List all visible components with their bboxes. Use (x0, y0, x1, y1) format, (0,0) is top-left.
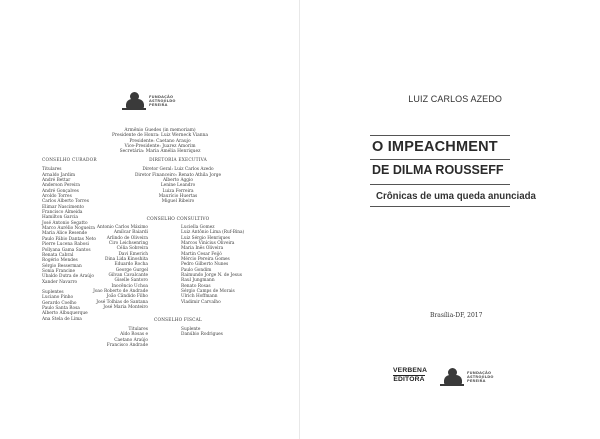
list-item: Alberto Albuquerque (42, 311, 88, 317)
list-item: George Gurgel (115, 267, 148, 273)
list-item: Renato Rosas (181, 283, 211, 289)
list-item: Paulo Santa Rosa (42, 305, 80, 311)
title-bottom-rule (370, 206, 510, 207)
consultivo-heading: CONSELHO CONSULTIVO (146, 217, 210, 222)
list-item: Amílcar Baiardi (113, 230, 148, 236)
list-item: Marcos Vinícius Oliveira (181, 241, 235, 247)
list-item: Ulrich Hoffmann (181, 294, 218, 300)
title-top-rule (370, 135, 510, 136)
list-item: Raul Jungmann (181, 278, 215, 284)
list-item: Paulo Fábio Dantas Neto (42, 236, 96, 242)
foundation-emblem-icon (440, 368, 464, 386)
foundation-logo-line: FUNDAÇÃO (149, 95, 174, 99)
suplentes-label: Suplentes (42, 289, 64, 295)
list-item: Rogério Mendes (42, 258, 78, 264)
list-item: Arlindo de Oliveira (106, 235, 148, 241)
fiscal-titulares-column (107, 327, 148, 348)
suplentes-label: Suplente (181, 327, 201, 332)
list-item: Joao Roberto de Andrade (93, 289, 148, 295)
list-item: André Bettar (42, 178, 71, 184)
list-item: Elimar Nascimento (42, 204, 84, 210)
list-item: Aroldo Torres (42, 194, 72, 200)
diretoria-block (118, 158, 238, 205)
list-item: Gilvan Cavalcante (108, 273, 148, 279)
book-title-line-2: DE DILMA ROUSSEFF (372, 163, 504, 177)
honorary-line: Armênio Guedes (in memoriam) (124, 128, 196, 133)
list-item: Dina Lida Kinoshita (105, 257, 148, 263)
foundation-logo-line: ASTROJILDO (467, 375, 494, 379)
list-item: Maria Alice Resende (42, 231, 88, 237)
list-item: Alberto Aggio (162, 178, 194, 184)
list-item: Davi Emerich (118, 251, 148, 257)
list-item: Luiza Ferreira (162, 188, 194, 194)
list-item: Diretor Financeiro: Renato Athila Jorge (134, 172, 222, 178)
publisher-name-line-1: VERBENA (393, 367, 428, 374)
list-item: Martin Cesar Feijó (181, 251, 222, 257)
fiscal-heading: CONSELHO FISCAL (153, 318, 202, 323)
publisher-name-line-2: EDITORA (393, 376, 425, 383)
list-item: José Antonio Segatto (42, 220, 88, 226)
list-item: Inocêncio Uchoa (111, 283, 148, 289)
list-item: José Tolhias de Santana (96, 299, 148, 305)
publisher-logo (393, 367, 428, 383)
foundation-logo-line: ASTROJILDO (149, 99, 176, 103)
list-item: Maria Inês Oliveira (181, 246, 224, 252)
list-item: Vladimir Carvalho (181, 299, 221, 305)
honorary-line: Presidente: Caetano Araujo (129, 138, 191, 144)
titulares-label: Titulares (128, 327, 148, 332)
list-item: Maurício Huertas (158, 194, 198, 200)
curador-column (42, 158, 97, 322)
list-item: Ciro Leichsenring (108, 241, 148, 247)
list-item: Luiz Sérgio Henriques (181, 235, 230, 241)
list-item: Sérgio Camps de Morais (181, 289, 235, 295)
honorary-line: Presidente de Honra: Luiz Werneck Vianna (111, 133, 209, 139)
list-item: Antonio Carlos Máximo (96, 225, 148, 230)
honorary-block (90, 128, 230, 154)
foundation-emblem-icon (122, 92, 146, 110)
page-spine (299, 0, 300, 439)
list-item: Hamilton Garcia (42, 215, 78, 221)
list-item: Aldo Rosas e (120, 332, 148, 338)
list-item: Giselle Santoro (114, 278, 148, 284)
list-item: Paulo Gondim (181, 267, 212, 273)
foundation-logo-line: PEREIRA (149, 103, 168, 107)
list-item: Francisco Andrade (106, 343, 148, 349)
foundation-logo-line: PEREIRA (467, 379, 486, 383)
consultivo-left-column (93, 225, 148, 311)
list-item: André Gonçalves (42, 188, 79, 194)
list-item: Carlos Alberto Torres (42, 199, 89, 205)
list-item: João Cândido Filho (106, 294, 148, 300)
list-item: Lenine Leandro (160, 183, 196, 189)
titulares-label: Titulares (42, 167, 62, 173)
list-item: Caetano Araújo (114, 337, 148, 343)
list-item: Mércio Pereira Gomes (181, 257, 230, 263)
consultivo-heading-block (118, 217, 238, 222)
foundation-logo (122, 92, 176, 110)
honorary-line: Secretária: Maria Amélia Henriquez (119, 149, 201, 155)
list-item: Sonia Francine (42, 268, 76, 274)
diretoria-heading: DIRETORIA EXECUTIVA (149, 158, 207, 163)
curador-heading: CONSELHO CURADOR (42, 158, 97, 163)
honorary-line: Vice-Presidente: Juarez Amorim (124, 143, 196, 149)
title-sub-rule (370, 184, 510, 185)
list-item: Eduardo Rocha (114, 262, 148, 268)
list-item: Renata Cabral (42, 252, 74, 258)
fiscal-suplentes-column (181, 327, 223, 338)
foundation-logo-footer (440, 368, 494, 386)
list-item: Diretor Geral: Luiz Carlos Azedo (142, 167, 214, 173)
list-item: Danúbio Rodrigues (181, 332, 223, 338)
list-item: José Maria Monteiro (103, 305, 148, 311)
list-item: Francisco Almeida (42, 210, 83, 216)
list-item: Luciano Pinho (42, 295, 74, 301)
list-item: Pedro Gilberto Nunes (181, 262, 229, 268)
list-item: Luiz Antônio Lima (Ruf-Bina) (181, 230, 245, 236)
list-item: Arnaldo Jardim (42, 172, 76, 178)
list-item: Ana Stela de Lima (42, 316, 82, 322)
foundation-logo-line: FUNDAÇÃO (467, 371, 492, 375)
list-item: Sérgio Besserman (42, 263, 82, 269)
list-item: Pierre Lucena Rabosi (42, 242, 89, 248)
list-item: Anderson Pereira (42, 183, 80, 189)
list-item: Célia Sobreira (116, 246, 148, 252)
list-item: Ubaldo Dutra de Araújo (42, 274, 94, 280)
book-subtitle: Crônicas de uma queda anunciada (376, 191, 536, 202)
consultivo-right-column (181, 225, 244, 305)
author-name: LUIZ CARLOS AZEDO (408, 94, 502, 104)
list-item: Pollyana Gama Santos (42, 247, 91, 253)
list-item: Gerardo Coelho (42, 300, 77, 306)
book-title-line-1: O IMPEACHMENT (372, 139, 498, 155)
list-item: Marco Aurélio Nogueira (42, 226, 95, 232)
title-mid-rule (370, 159, 510, 160)
list-item: Xander Navarro (42, 279, 78, 285)
list-item: Luciella Gomez (181, 225, 215, 230)
place-year: Brasília-DF, 2017 (430, 312, 483, 319)
list-item: Raimundo Jorge N. de Jesus (181, 273, 242, 279)
fiscal-heading-block (118, 318, 238, 323)
list-item: Miguel Ribeiro (161, 199, 195, 205)
